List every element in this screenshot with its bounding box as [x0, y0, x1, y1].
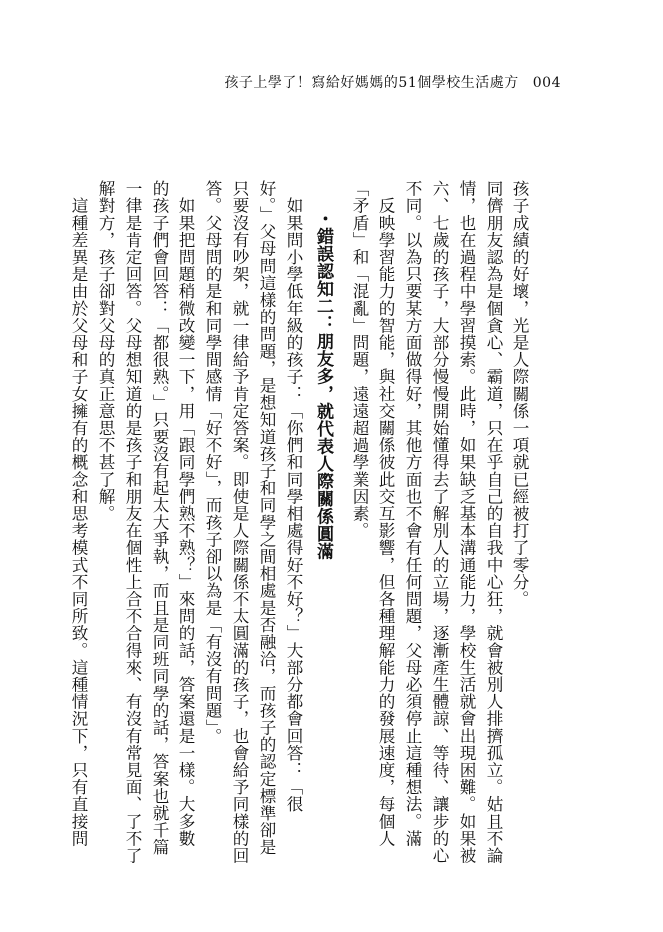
- text-column: 的孩子們會回答：「都很熟。」只要沒有起太大爭執，而且是同班同學的話，答案也就千篇: [150, 180, 169, 856]
- text-column: 解對方，孩子卻對父母的真正意思不甚了解。: [96, 180, 115, 522]
- text-column: 答。父母問的是和同學間感情「好不好」，而孩子卻以為是「有沒有問題」。: [203, 180, 222, 745]
- text-column: 如果把問題稍微改變一下，用「跟同學們熟不熟？」來問的話，答案還是一樣。大多數: [176, 180, 195, 847]
- text-column: 情，也在過程中學習摸索。此時，如果缺乏基本溝通能力，學校生活就會出現困難。如果被: [457, 180, 476, 864]
- text-column: 一律是肯定回答。父母想知道的是孩子和朋友在個性上合不合得來、有沒有常見面、了不了: [123, 180, 142, 864]
- text-column: 好。」父母問這樣的問題，是想知道孩子和同學之間相處是否融洽，而孩子的認定標準卻是: [257, 180, 276, 856]
- text-column: 只要沒有吵架，就一律給予肯定答案。即使是人際關係不太圓滿的孩子，也會給予同樣的回: [230, 180, 249, 864]
- text-column: 「矛盾」和「混亂」問題，遠遠超過學業因素。: [350, 180, 369, 540]
- text-column: 反映學習能力的智能，與社交關係彼此交互影響，但各種理解能力的發展速度，每個人: [376, 180, 395, 847]
- running-header: [224, 72, 561, 92]
- text-column: 同儕朋友認為是個貪心、霸道，只在乎自己的自我中心狂，就會被別人排擠孤立。姑且不論: [484, 180, 503, 864]
- text-column: 孩子成績的好壞，光是人際關係一項就已經被打了零分。: [510, 180, 529, 608]
- book-title: 孩子上學了！寫給好媽媽的51個學校生活處方: [224, 75, 519, 91]
- text-column: 六、七歲的孩子，大部分慢慢開始懂得去了解別人的立場，逐漸產生體諒、等待、讓步的心: [430, 180, 449, 864]
- text-column: 不同。以為只要某方面做得好，其他方面也不會有任何問題，父母必須停止這種想法。滿: [403, 180, 422, 847]
- text-column: 這種差異是由於父母和子女擁有的概念和思考模式不同所致。這種情況下，只有直接問: [69, 180, 88, 847]
- text-column: 如果問小學低年級的孩子：「你們和同學相處得好不好？」大部分都會回答：「很: [284, 180, 303, 813]
- section-heading: ・錯誤認知二：朋友多，就代表人際關係圓滿: [313, 210, 333, 560]
- page-number: 004: [532, 75, 561, 91]
